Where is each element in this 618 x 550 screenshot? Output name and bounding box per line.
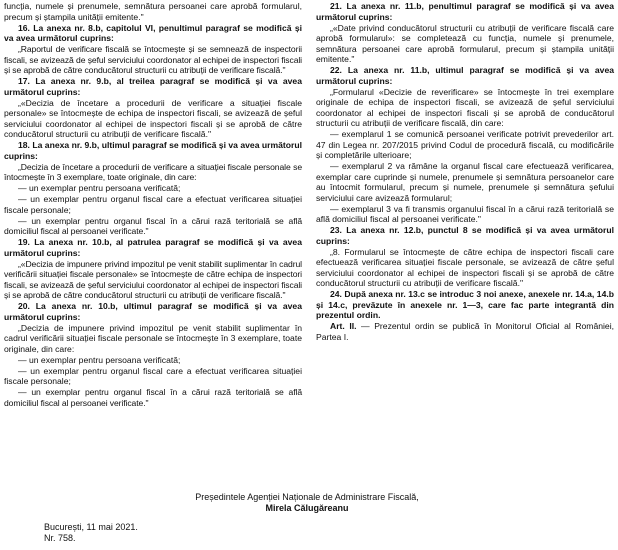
right-column <box>316 1 614 343</box>
signature-block <box>0 492 618 514</box>
amendment-heading: 20. La anexa nr. 10.b, ultimul paragraf se modifică și va avea următorul cuprins: <box>4 301 302 322</box>
paragraph: funcția, numele și prenumele, semnătura persoanei care aprobă formularul, precum și ștampila unității emitente." <box>4 1 302 22</box>
paragraph: „Decizia de încetare a procedurii de verificare a situației fiscale personale se întocmește în 3 exemplare, toate originale, din care: <box>4 161 302 182</box>
paragraph: „Formularul «Decizie de reverificare» se întocmește în trei exemplare originale de echipa de inspectori fiscali, se avizează de șeful serviciului coordonator al echipei de inspectori fiscali și se aprobă de conducătorul structurii cu atribuții de verificare fiscală, din care: <box>316 86 614 128</box>
amendment-heading: 16. La anexa nr. 8.b, capitolul VI, penultimul paragraf se modifică și va avea următorul cuprins: <box>4 22 302 43</box>
amendment-heading: 21. La anexa nr. 11.b, penultimul paragraf se modifică și va avea următorul cuprins: <box>316 1 614 22</box>
paragraph: — un exemplar pentru organul fiscal în a cărui rază teritorială se află domiciliul fiscal al persoanei verificate." <box>4 387 302 408</box>
paragraph: „«Date privind conducătorul structurii cu atribuții de verificare fiscală care aprobă formularul»: se completează cu funcția, numele și prenumele, semnătura persoanei care aprobă formularul, precum și ștampila unității emitente." <box>316 22 614 64</box>
amendment-heading: 19. La anexa nr. 10.b, al patrulea paragraf se modifică și va avea următorul cuprins: <box>4 237 302 258</box>
signatory-name: Mirela Călugăreanu <box>265 503 349 513</box>
signatory-role: Președintele Agenției Naționale de Administrare Fiscală, <box>195 492 419 502</box>
paragraph: „«Decizia de încetare a procedurii de verificare a situației fiscale personale» se întocmește de echipa de inspectori fiscali, se avizează de șeful serviciului coordonator al echipei de inspectori fiscali și se aprobă de către conducătorul structurii cu atribuții de verificare fiscală." <box>4 97 302 139</box>
place-date: București, 11 mai 2021. <box>44 522 138 532</box>
paragraph: „«Decizia de impunere privind impozitul pe venit stabilit suplimentar în cadrul verificării situației fiscale personale» se întocmește de către echipa de inspectori fiscali, se avizează de șeful serviciului coordonator al echipei de inspectori fiscali și se aprobă de către conducătorul structurii cu atribuții de verificare fiscală." <box>4 258 302 300</box>
paragraph: — un exemplar pentru organul fiscal în a cărui rază teritorială se află domiciliul fiscal al persoanei verificate." <box>4 215 302 236</box>
paragraph: Art. II. — Prezentul ordin se publică în Monitorul Oficial al României, Partea I. <box>316 321 615 342</box>
paragraph: „Decizia de impunere privind impozitul pe venit stabilit suplimentar în cadrul verificării situației fiscale personale se întocmește în 3 exemplare, toate originale, din care: <box>4 322 302 354</box>
amendment-heading: 24. După anexa nr. 13.c se introduc 3 noi anexe, anexele nr. 14.a, 14.b și 14.c, prevăzute în anexele nr. 1—3, care fac parte integrantă din prezentul ordin. <box>316 289 614 320</box>
paragraph: — un exemplar pentru organul fiscal care a efectuat verificarea situației fiscale personale; <box>4 194 302 215</box>
amendment-heading: 22. La anexa nr. 11.b, ultimul paragraf se modifică și va avea următorul cuprins: <box>316 65 614 86</box>
article-label: Art. II. <box>330 321 357 331</box>
amendment-heading: 17. La anexa nr. 9.b, al treilea paragraf se modifică și va avea următorul cuprins: <box>4 76 302 97</box>
paragraph: — exemplarul 2 va rămâne la organul fiscal care efectuează verificarea, exemplar care cuprinde și numele, prenumele și semnătura persoanelor care au întocmit formularul, precum și numele, prenumele și semnătura șefului serviciului care avizează formularul; <box>316 161 614 203</box>
paragraph: „8. Formularul se întocmește de către echipa de inspectori fiscali care efectuează verificarea situației fiscale personale, se avizează de către șeful serviciului coordonator al echipei de inspectori fiscali și se aprobă de către conducătorul structurii cu atribuții de verificare fiscală." <box>316 246 614 288</box>
amendment-heading: 23. La anexa nr. 12.b, punctul 8 se modifică și va avea următorul cuprins: <box>316 225 614 246</box>
amendment-heading: 18. La anexa nr. 9.b, ultimul paragraf se modifică și va avea următorul cuprins: <box>4 140 302 161</box>
paragraph: — un exemplar pentru persoana verificată; <box>18 183 181 193</box>
article-text: Prezentul ordin se publică în Monitorul Oficial al României, Partea I. <box>316 321 615 342</box>
paragraph: — exemplarul 3 va fi transmis organului fiscal în a cărui rază teritorială se află domiciliul fiscal al persoanei verificate." <box>316 203 614 224</box>
order-number: Nr. 758. <box>44 533 76 543</box>
left-column <box>4 1 302 409</box>
place-date-block <box>44 522 138 544</box>
paragraph: — exemplarul 1 se comunică persoanei verificate potrivit prevederilor art. 47 din Legea nr. 207/2015 privind Codul de procedură fiscală, cu modificările și completările ulterioare; <box>316 129 614 160</box>
paragraph: — un exemplar pentru persoana verificată; <box>18 354 181 365</box>
paragraph: „Raportul de verificare fiscală se întocmește și se semnează de inspectorii fiscali, se avizează de șeful serviciului coordonator al echipei de inspectori fiscali și se aprobă de către conducătorul structurii cu atribuții de verificare fiscală." <box>4 44 302 75</box>
paragraph: — un exemplar pentru organul fiscal care a efectuat verificarea situației fiscale personale; <box>4 365 302 386</box>
